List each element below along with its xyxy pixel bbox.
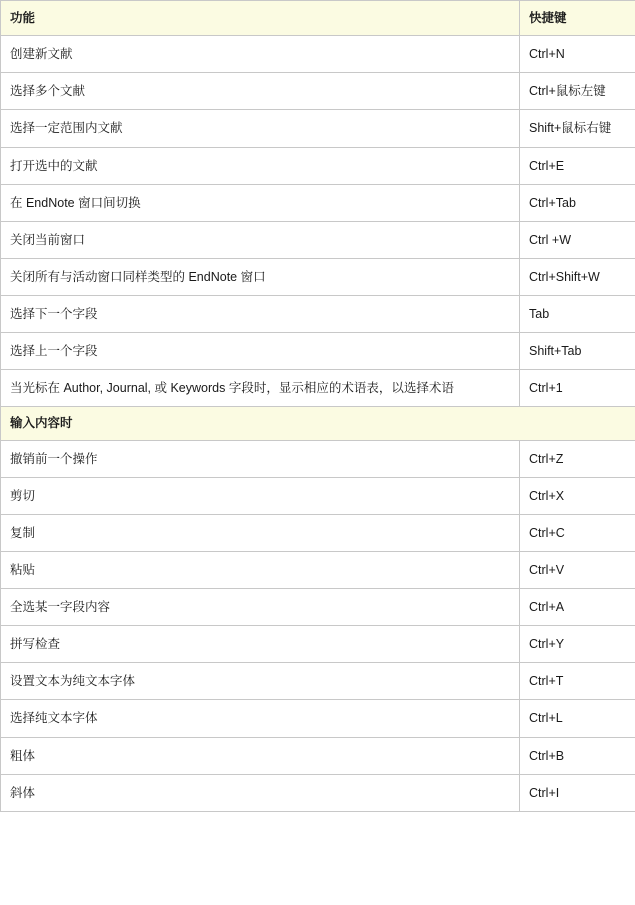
table-row xyxy=(1,737,635,774)
table-row xyxy=(1,477,635,514)
cell-shortcut: Ctrl+T xyxy=(520,663,635,700)
cell-function: 选择下一个字段 xyxy=(1,296,520,333)
table-row xyxy=(1,440,635,477)
cell-shortcut: Tab xyxy=(520,296,635,333)
cell-function: 选择一定范围内文献 xyxy=(1,110,520,147)
cell-shortcut: Ctrl+Tab xyxy=(520,184,635,221)
cell-function: 复制 xyxy=(1,514,520,551)
table-row xyxy=(1,296,635,333)
cell-function: 粗体 xyxy=(1,737,520,774)
cell-function: 在 EndNote 窗口间切换 xyxy=(1,184,520,221)
table-row xyxy=(1,626,635,663)
table-header xyxy=(1,1,635,36)
table-body xyxy=(1,36,635,812)
table-row xyxy=(1,221,635,258)
cell-shortcut: Ctrl+C xyxy=(520,514,635,551)
table-row xyxy=(1,514,635,551)
table-row xyxy=(1,774,635,811)
cell-shortcut: Ctrl+B xyxy=(520,737,635,774)
table-row xyxy=(1,663,635,700)
cell-function: 选择上一个字段 xyxy=(1,333,520,370)
table-row xyxy=(1,184,635,221)
cell-function: 当光标在 Author, Journal, 或 Keywords 字段时，显示相应的术语表，以选择术语 xyxy=(1,370,520,407)
cell-shortcut: Ctrl+鼠标左键 xyxy=(520,73,635,110)
cell-shortcut: Ctrl+I xyxy=(520,774,635,811)
table-row xyxy=(1,258,635,295)
cell-function: 设置文本为纯文本字体 xyxy=(1,663,520,700)
cell-shortcut: Ctrl +W xyxy=(520,221,635,258)
cell-function: 创建新文献 xyxy=(1,36,520,73)
table-row xyxy=(1,36,635,73)
column-header-shortcut: 快捷键 xyxy=(520,1,635,36)
cell-shortcut: Ctrl+Y xyxy=(520,626,635,663)
cell-function: 全选某一字段内容 xyxy=(1,589,520,626)
table-row xyxy=(1,73,635,110)
table-row xyxy=(1,333,635,370)
cell-shortcut: Ctrl+X xyxy=(520,477,635,514)
table-row xyxy=(1,147,635,184)
table-header-row xyxy=(1,1,635,36)
cell-function: 关闭当前窗口 xyxy=(1,221,520,258)
table-row xyxy=(1,551,635,588)
cell-shortcut: Ctrl+Z xyxy=(520,440,635,477)
cell-function: 撤销前一个操作 xyxy=(1,440,520,477)
cell-shortcut: Ctrl+1 xyxy=(520,370,635,407)
cell-shortcut: Shift+Tab xyxy=(520,333,635,370)
column-header-function: 功能 xyxy=(1,1,520,36)
cell-function: 选择纯文本字体 xyxy=(1,700,520,737)
cell-shortcut: Ctrl+A xyxy=(520,589,635,626)
section-label: 输入内容时 xyxy=(1,407,635,440)
table-row xyxy=(1,700,635,737)
cell-function: 斜体 xyxy=(1,774,520,811)
cell-shortcut: Ctrl+N xyxy=(520,36,635,73)
cell-shortcut: Ctrl+V xyxy=(520,551,635,588)
table-row xyxy=(1,110,635,147)
cell-shortcut: Ctrl+Shift+W xyxy=(520,258,635,295)
cell-shortcut: Ctrl+L xyxy=(520,700,635,737)
cell-function: 粘贴 xyxy=(1,551,520,588)
cell-function: 剪切 xyxy=(1,477,520,514)
table-section-row xyxy=(1,407,635,440)
table-row xyxy=(1,589,635,626)
cell-function: 关闭所有与活动窗口同样类型的 EndNote 窗口 xyxy=(1,258,520,295)
cell-shortcut: Shift+鼠标右键 xyxy=(520,110,635,147)
cell-function: 打开选中的文献 xyxy=(1,147,520,184)
cell-shortcut: Ctrl+E xyxy=(520,147,635,184)
cell-function: 选择多个文献 xyxy=(1,73,520,110)
cell-function: 拼写检查 xyxy=(1,626,520,663)
table-row xyxy=(1,370,635,407)
